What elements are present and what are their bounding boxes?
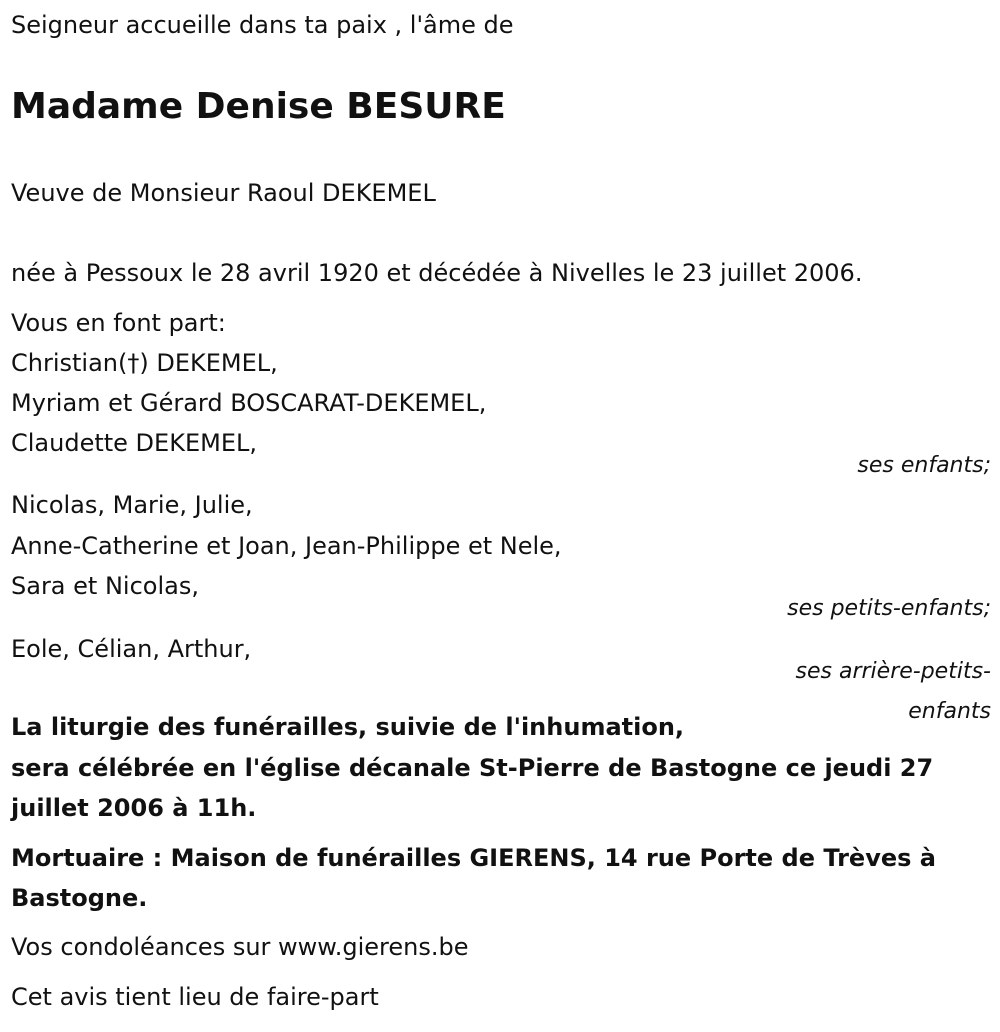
mortuary-line: Mortuaire : Maison de funérailles GIERENS, 14 rue Porte de Trèves à [11,844,936,872]
dates-text: née à Pessoux le 28 avril 1920 et décédée à Nivelles le 23 juillet 2006. [11,259,863,287]
grandchildren-label: ses petits-enfants; [787,596,991,621]
child-line: Myriam et Gérard BOSCARAT-DEKEMEL, [11,389,487,417]
mortuary-line: Bastogne. [11,884,148,912]
great-grandchild-line: Eole, Célian, Arthur, [11,635,252,663]
great-grandchildren-label-line: enfants [908,699,991,724]
condolences-text: Vos condoléances sur www.gierens.be [11,933,469,961]
children-label: ses enfants; [857,453,991,478]
liturgy-line: La liturgie des funérailles, suivie de l'inhumation, [11,713,685,741]
intro-text: Seigneur accueille dans ta paix , l'âme de [11,11,514,39]
grandchild-line: Anne-Catherine et Joan, Jean-Philippe et Nele, [11,532,562,560]
child-line: Claudette DEKEMEL, [11,429,257,457]
announce-text: Vous en font part: [11,309,226,337]
liturgy-line: sera célébrée en l'église décanale St-Pierre de Bastogne ce jeudi 27 [11,754,934,782]
great-grandchildren-label-line: ses arrière-petits- [795,659,991,684]
liturgy-line: juillet 2006 à 11h. [11,794,257,822]
child-line: Christian(†) DEKEMEL, [11,349,278,377]
deceased-name: Madame Denise BESURE [11,86,506,127]
spouse-text: Veuve de Monsieur Raoul DEKEMEL [11,179,436,207]
grandchild-line: Nicolas, Marie, Julie, [11,491,253,519]
grandchild-line: Sara et Nicolas, [11,572,199,600]
closing-text: Cet avis tient lieu de faire-part [11,983,379,1011]
